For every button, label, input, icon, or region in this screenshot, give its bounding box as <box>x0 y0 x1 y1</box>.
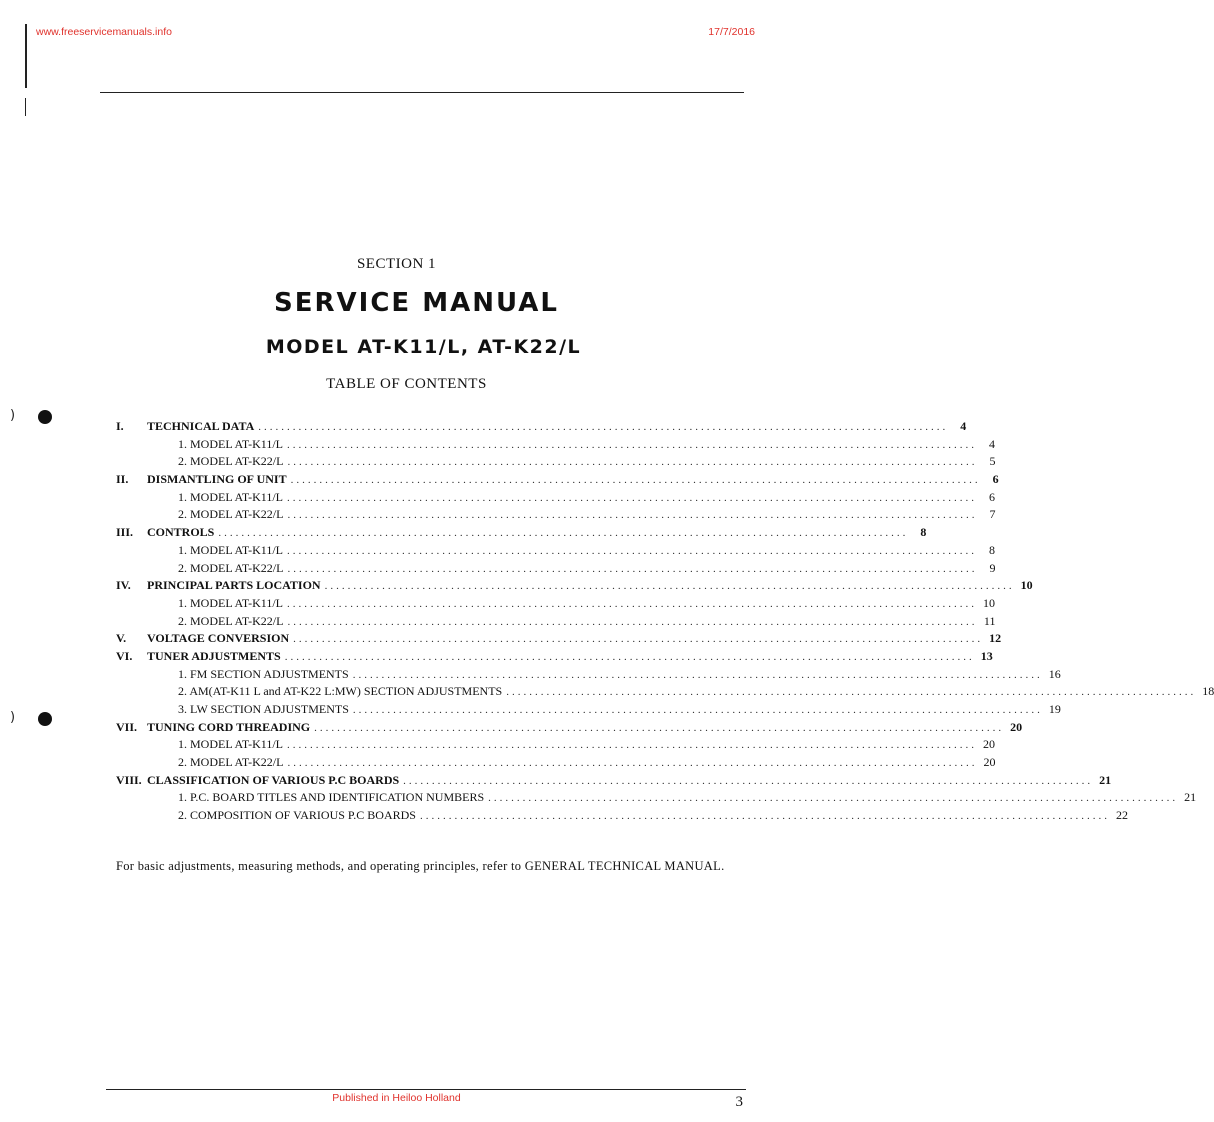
toc-entry <box>116 648 993 666</box>
toc-entry-label: TECHNICAL DATA <box>147 419 255 433</box>
toc-leader-dots: ........................................................................................................................ <box>352 668 1043 681</box>
toc-entry <box>116 683 1214 701</box>
section-label: SECTION 1 <box>356 256 437 272</box>
toc-entry-label: 2. MODEL AT-K22/L <box>178 613 284 628</box>
toc-leader-dots: ........................................................................................................................ <box>218 527 909 540</box>
toc-entry-label: 2. COMPOSITION OF VARIOUS P.C BOARDS <box>178 808 416 823</box>
toc-leader-dots: ........................................................................................................................ <box>287 544 977 557</box>
toc-entry-label: CONTROLS <box>147 525 215 540</box>
toc-entry-page: 8 <box>989 542 995 557</box>
toc-entry-label: 3. LW SECTION ADJUSTMENTS <box>178 702 349 716</box>
toc-entry-number: I. <box>116 419 124 433</box>
toc-entry <box>116 666 1061 684</box>
toc-entry <box>116 595 995 613</box>
toc-entry <box>116 789 1197 807</box>
source-link[interactable]: www.freeservicemanuals.info <box>36 26 172 38</box>
toc-entry <box>116 542 995 560</box>
toc-entry-label: 2. MODEL AT-K22/L <box>178 755 284 770</box>
toc-leader-dots: ........................................................................................................................ <box>287 757 978 770</box>
toc-entry-number: V. <box>116 631 127 646</box>
toc-entry <box>116 489 995 507</box>
toc-entry-page: 6 <box>989 489 995 504</box>
toc-leader-dots: ........................................................................................................................ <box>419 810 1110 823</box>
toc-entry <box>116 524 927 542</box>
toc-entry <box>116 453 996 471</box>
toc-entry-page: 10 <box>1020 578 1033 593</box>
toc-entry <box>116 436 995 454</box>
punch-hole-icon <box>38 410 52 424</box>
toc-entry-page: 10 <box>983 595 995 610</box>
toc-leader-dots: ........................................................................................................................ <box>287 456 978 469</box>
toc-entry-label: 1. MODEL AT-K11/L <box>178 595 283 610</box>
toc-title: TABLE OF CONTENTS <box>326 376 487 392</box>
toc-entry-page: 5 <box>989 454 996 469</box>
scan-edge-mark <box>25 98 26 116</box>
toc-leader-dots: ........................................................................................................................ <box>287 562 978 575</box>
toc-entry-page: 4 <box>960 419 967 433</box>
toc-entry-label: 1. MODEL AT-K11/L <box>178 737 283 752</box>
toc-entry-label: 2. AM(AT-K11 L and AT-K22 L:MW) SECTION ADJUSTMENTS <box>178 684 503 699</box>
top-rule <box>100 92 744 93</box>
toc-entry-number: III. <box>116 525 134 540</box>
toc-leader-dots: ........................................................................................................................ <box>352 704 1043 716</box>
toc-leader-dots: ........................................................................................................................ <box>314 721 1005 734</box>
toc-entry-label: PRINCIPAL PARTS LOCATION <box>147 578 321 593</box>
toc-entry-label: TUNER ADJUSTMENTS <box>147 648 281 663</box>
toc-entry-label: 1. MODEL AT-K11/L <box>178 489 283 504</box>
toc-entry <box>116 719 1023 737</box>
toc-entry-label: 1. FM SECTION ADJUSTMENTS <box>178 666 349 681</box>
toc-entry-label: DISMANTLING OF UNIT <box>147 472 287 487</box>
print-date: 17/7/2016 <box>708 26 755 38</box>
toc-entry-number: VI. <box>116 648 133 663</box>
toc-entry <box>116 613 996 631</box>
toc-leader-dots: ........................................................................................................................ <box>324 580 1015 593</box>
toc-entry-label: 2. MODEL AT-K22/L <box>178 507 284 522</box>
toc-entry <box>116 471 999 489</box>
table-of-contents <box>116 418 1214 825</box>
toc-entry <box>116 736 995 754</box>
toc-entry-label: 2. MODEL AT-K22/L <box>178 454 284 469</box>
toc-entry-label: VOLTAGE CONVERSION <box>147 631 290 646</box>
toc-entry-number: VII. <box>116 719 138 734</box>
toc-leader-dots: ........................................................................................................................ <box>258 421 949 433</box>
toc-entry-page: 16 <box>1048 666 1061 681</box>
toc-leader-dots: ........................................................................................................................ <box>506 686 1197 699</box>
toc-entry-label: 1. MODEL AT-K11/L <box>178 542 283 557</box>
toc-entry-number: IV. <box>116 578 131 593</box>
toc-entry-page: 6 <box>992 472 999 487</box>
bottom-rule <box>106 1089 746 1090</box>
toc-entry-label: 1. MODEL AT-K11/L <box>178 436 283 451</box>
toc-entry-page: 12 <box>989 631 1002 646</box>
toc-leader-dots: ........................................................................................................................ <box>287 615 978 628</box>
toc-entry-label: 2. MODEL AT-K22/L <box>178 560 284 575</box>
toc-leader-dots: ........................................................................................................................ <box>287 491 977 504</box>
punch-hole-mark: ) <box>10 710 16 725</box>
toc-leader-dots: ........................................................................................................................ <box>293 633 984 646</box>
toc-entry <box>116 506 996 524</box>
toc-entry-label: 1. P.C. BOARD TITLES AND IDENTIFICATION NUMBERS <box>178 790 485 805</box>
toc-leader-dots: ........................................................................................................................ <box>488 792 1179 805</box>
toc-entry-label: TUNING CORD THREADING <box>147 719 311 734</box>
toc-entry <box>116 630 1002 648</box>
toc-entry-number: II. <box>116 472 129 487</box>
punch-hole-icon <box>38 712 52 726</box>
toc-entry-page: 18 <box>1202 684 1214 699</box>
toc-leader-dots: ........................................................................................................................ <box>403 774 1094 787</box>
toc-entry-page: 4 <box>989 436 995 451</box>
toc-entry-page: 20 <box>983 737 995 752</box>
toc-entry-page: 21 <box>1099 772 1112 787</box>
scan-edge-mark <box>25 24 27 88</box>
punch-hole-mark: ) <box>10 408 16 423</box>
toc-entry-page: 22 <box>1115 808 1128 823</box>
toc-leader-dots: ........................................................................................................................ <box>287 509 978 522</box>
toc-entry <box>116 701 1061 719</box>
toc-entry-page: 9 <box>989 560 996 575</box>
toc-leader-dots: ........................................................................................................................ <box>287 438 977 451</box>
toc-entry <box>116 772 1112 790</box>
page-title: SERVICE MANUAL <box>274 288 559 318</box>
toc-entry-page: 11 <box>983 613 996 628</box>
toc-entry <box>116 418 967 436</box>
toc-entry-page: 13 <box>980 648 993 663</box>
toc-entry <box>116 807 1128 825</box>
toc-leader-dots: ........................................................................................................................ <box>287 597 977 610</box>
toc-leader-dots: ........................................................................................................................ <box>284 650 975 663</box>
toc-entry-page: 20 <box>1010 719 1023 734</box>
toc-entry <box>116 754 996 772</box>
toc-leader-dots: ........................................................................................................................ <box>290 474 981 487</box>
toc-entry-page: 7 <box>989 507 996 522</box>
toc-entry <box>116 560 996 578</box>
toc-entry-number: VIII. <box>116 772 142 787</box>
page-number: 3 <box>735 1094 743 1110</box>
toc-entry-page: 19 <box>1048 702 1061 716</box>
toc-entry-page: 20 <box>983 755 996 770</box>
toc-entry-page: 21 <box>1184 790 1197 805</box>
toc-entry-page: 8 <box>920 525 927 540</box>
toc-entry-label: CLASSIFICATION OF VARIOUS P.C BOARDS <box>147 772 400 787</box>
reference-note: For basic adjustments, measuring methods, and operating principles, refer to GENERAL TECHNICAL MANUAL. <box>116 859 725 873</box>
toc-entry <box>116 577 1033 595</box>
toc-leader-dots: ........................................................................................................................ <box>287 739 977 752</box>
model-heading: MODEL AT-K11/L, AT-K22/L <box>265 336 582 358</box>
publisher-note: Published in Heiloo Holland <box>332 1092 461 1104</box>
